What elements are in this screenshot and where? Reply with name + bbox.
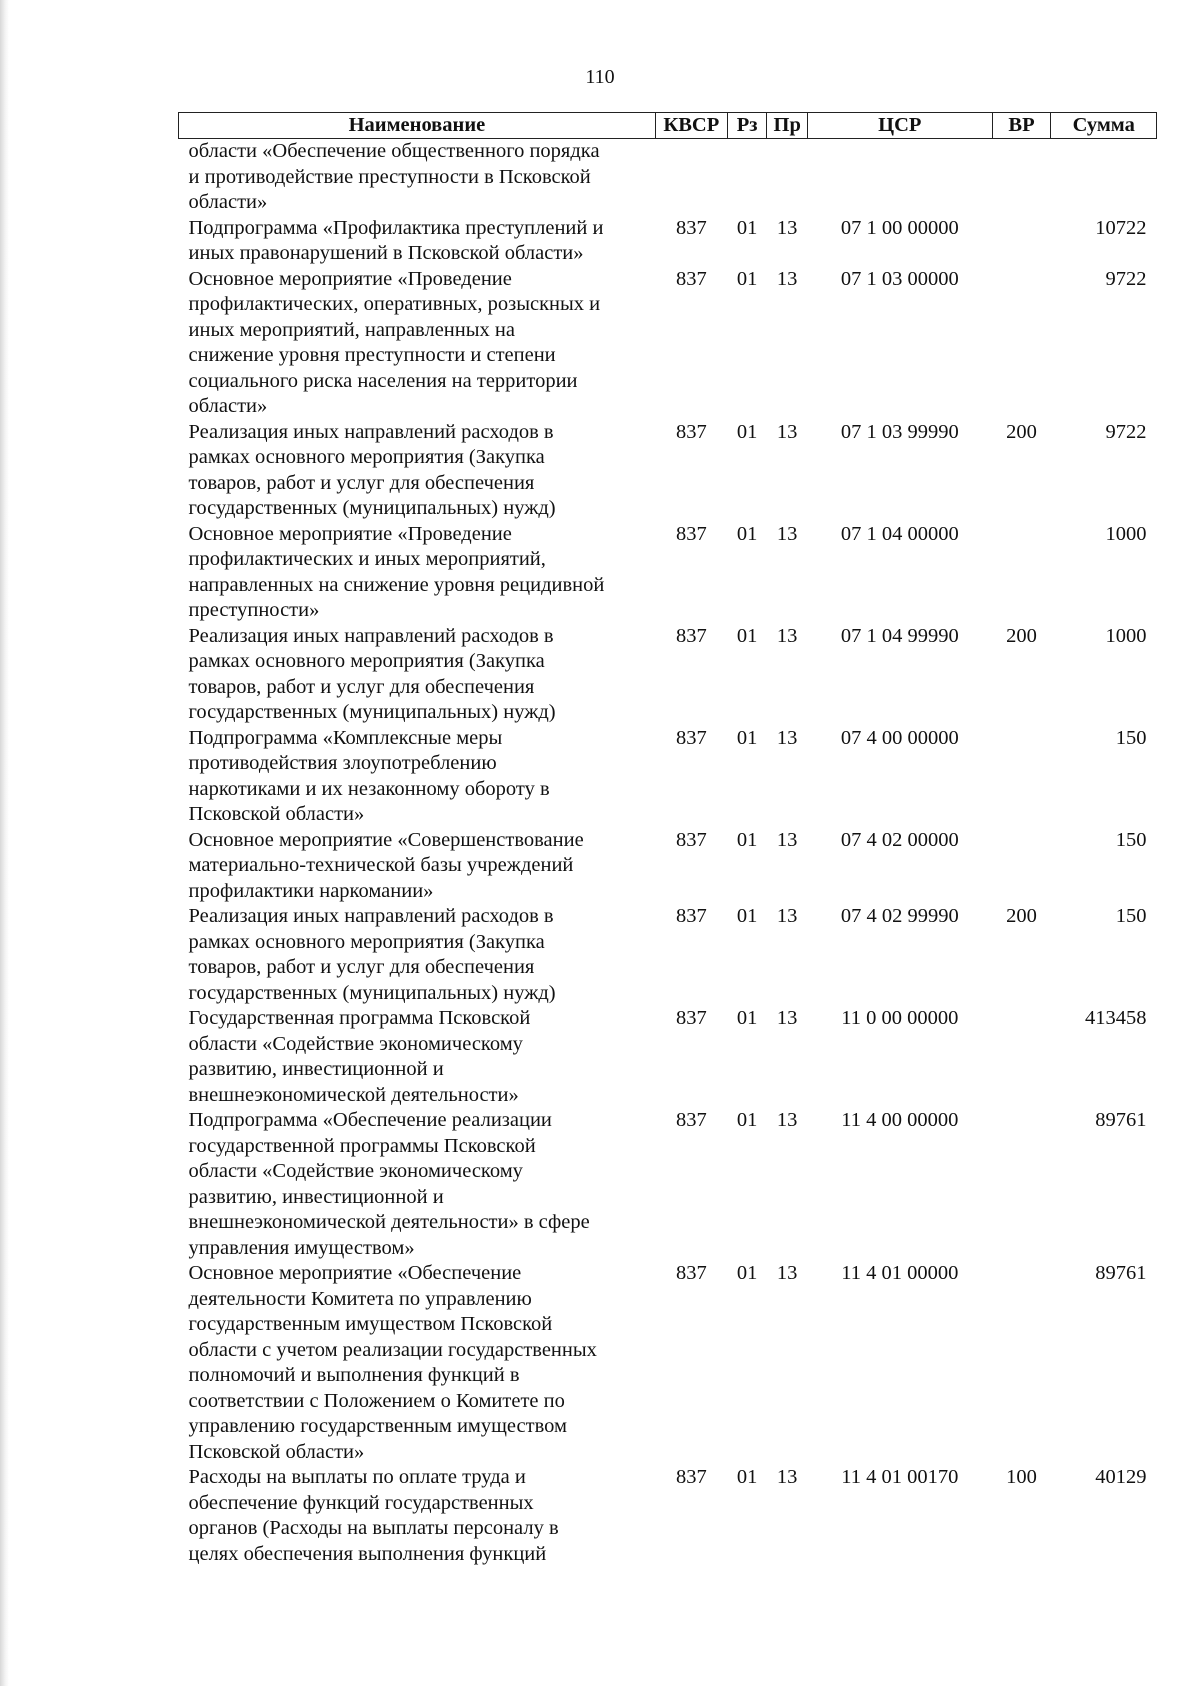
row-kvsr: 837 bbox=[675, 1109, 707, 1131]
row-sum: 9722 bbox=[1105, 267, 1147, 290]
row-rz: 01 bbox=[736, 420, 758, 443]
row-name-line: полномочий и выполнения функций в bbox=[188, 1364, 520, 1386]
row-name-line: внешнеэкономической деятельности» bbox=[188, 1083, 519, 1106]
row-name-line: противодействия злоупотреблению bbox=[188, 752, 497, 774]
row-name bbox=[179, 1261, 656, 1465]
row-name-line: рамках основного мероприятия (Закупка bbox=[188, 930, 545, 953]
row-name-line: товаров, работ и услуг для обеспечения bbox=[188, 471, 535, 494]
row-csr: 11 4 00 00000 bbox=[841, 1109, 959, 1131]
row-name bbox=[179, 420, 656, 522]
row-name-line: Псковской области» bbox=[188, 803, 365, 825]
row-name-line: и противодействие преступности в Псковской bbox=[188, 165, 591, 188]
header-pr: Пр bbox=[767, 113, 808, 139]
row-name-line: соответствии с Положением о Комитете по bbox=[188, 1389, 565, 1412]
row-name bbox=[179, 267, 656, 420]
row-name-line: профилактических, оперативных, розыскных и bbox=[188, 293, 601, 315]
row-csr: 07 1 03 99990 bbox=[840, 420, 959, 443]
row-csr: 07 1 00 00000 bbox=[840, 216, 959, 239]
row-sum: 150 bbox=[1115, 905, 1147, 927]
table-row bbox=[179, 139, 1157, 216]
row-name-line: области» bbox=[188, 395, 268, 417]
row-rz: 01 bbox=[736, 1466, 758, 1488]
row-name-line: развитию, инвестиционной и bbox=[188, 1185, 444, 1208]
row-csr: 07 4 02 00000 bbox=[840, 828, 959, 851]
row-name-line: обеспечение функций государственных bbox=[188, 1491, 534, 1514]
row-sum: 150 bbox=[1115, 828, 1147, 851]
table-row bbox=[179, 904, 1157, 1006]
row-kvsr: 837 bbox=[675, 1007, 707, 1029]
row-vr bbox=[992, 1006, 1051, 1108]
row-vr: 200 bbox=[1006, 420, 1037, 443]
row-name-line: преступности» bbox=[188, 599, 320, 621]
row-name-line: области «Содействие экономическому bbox=[188, 1160, 523, 1182]
row-name-line: материально-технической базы учреждений bbox=[188, 854, 574, 876]
row-rz bbox=[727, 139, 767, 216]
row-name bbox=[179, 624, 656, 726]
row-pr: 13 bbox=[776, 216, 798, 239]
row-pr: 13 bbox=[776, 1007, 798, 1029]
row-name-line: профилактики наркомании» bbox=[188, 879, 434, 902]
row-vr: 200 bbox=[1006, 905, 1037, 927]
row-pr: 13 bbox=[776, 1109, 798, 1131]
row-vr bbox=[992, 828, 1051, 905]
row-rz: 01 bbox=[736, 828, 758, 851]
row-pr: 13 bbox=[776, 522, 798, 545]
row-name-line: товаров, работ и услуг для обеспечения bbox=[188, 956, 535, 978]
row-kvsr: 837 bbox=[675, 522, 707, 545]
row-kvsr: 837 bbox=[675, 216, 707, 239]
row-name-line: Основное мероприятие «Проведение bbox=[188, 267, 512, 290]
row-name-line: Основное мероприятие «Обеспечение bbox=[188, 1262, 522, 1284]
row-name bbox=[179, 1108, 656, 1261]
row-sum bbox=[1051, 139, 1157, 216]
row-name-line: Подпрограмма «Профилактика преступлений и bbox=[188, 216, 604, 239]
row-name-line: товаров, работ и услуг для обеспечения bbox=[188, 675, 535, 698]
row-name-line: государственных (муниципальных) нужд) bbox=[188, 497, 556, 519]
row-csr: 11 4 01 00170 bbox=[841, 1466, 959, 1488]
row-rz: 01 bbox=[736, 1262, 758, 1284]
row-kvsr: 837 bbox=[675, 1262, 707, 1284]
row-name-line: наркотиками и их незаконному обороту в bbox=[188, 777, 550, 800]
row-kvsr: 837 bbox=[675, 828, 707, 851]
row-rz: 01 bbox=[736, 267, 758, 290]
row-name-line: области «Содействие экономическому bbox=[188, 1032, 523, 1055]
row-name-line: деятельности Комитета по управлению bbox=[188, 1287, 532, 1310]
row-name bbox=[179, 1006, 656, 1108]
row-sum: 413458 bbox=[1085, 1007, 1147, 1029]
row-name-line: Подпрограмма «Обеспечение реализации bbox=[188, 1109, 552, 1131]
header-sum: Сумма bbox=[1051, 113, 1157, 139]
row-name-line: управлению государственным имуществом bbox=[188, 1415, 567, 1437]
row-name-line: Основное мероприятие «Совершенствование bbox=[188, 828, 584, 851]
table-row bbox=[179, 726, 1157, 828]
row-name-line: Псковской области» bbox=[188, 1440, 365, 1463]
table-row bbox=[179, 828, 1157, 905]
row-name-line: Реализация иных направлений расходов в bbox=[188, 624, 554, 647]
row-vr bbox=[992, 726, 1051, 828]
row-pr: 13 bbox=[776, 624, 798, 647]
row-name-line: Подпрограмма «Комплексные меры bbox=[188, 726, 503, 749]
page-number: 110 bbox=[585, 66, 615, 88]
row-name-line: целях обеспечения выполнения функций bbox=[188, 1542, 547, 1565]
row-name bbox=[179, 139, 656, 216]
row-name bbox=[179, 522, 656, 624]
row-csr: 07 1 03 00000 bbox=[840, 267, 959, 290]
row-name-line: Расходы на выплаты по оплате труда и bbox=[188, 1466, 526, 1488]
row-name-line: Государственная программа Псковской bbox=[188, 1007, 531, 1029]
row-name-line: внешнеэкономической деятельности» в сфере bbox=[188, 1211, 590, 1233]
row-name-line: области» bbox=[188, 191, 268, 213]
row-vr bbox=[992, 1108, 1051, 1261]
row-vr bbox=[992, 522, 1051, 624]
row-vr bbox=[992, 216, 1051, 267]
row-name-line: снижение уровня преступности и степени bbox=[188, 344, 556, 366]
header-csr: ЦСР bbox=[807, 113, 992, 139]
table-row bbox=[179, 420, 1157, 522]
row-sum: 9722 bbox=[1105, 420, 1147, 443]
header-name: Наименование bbox=[179, 113, 656, 139]
row-csr: 11 4 01 00000 bbox=[841, 1262, 959, 1284]
row-name-line: рамках основного мероприятия (Закупка bbox=[188, 650, 545, 672]
row-name-line: государственных (муниципальных) нужд) bbox=[188, 981, 556, 1004]
row-kvsr: 837 bbox=[675, 624, 707, 647]
row-name-line: области с учетом реализации государственных bbox=[188, 1338, 597, 1361]
row-pr: 13 bbox=[776, 828, 798, 851]
row-name-line: области «Обеспечение общественного порядка bbox=[188, 140, 600, 162]
row-rz: 01 bbox=[736, 726, 758, 749]
row-sum: 1000 bbox=[1105, 522, 1147, 545]
row-pr bbox=[767, 139, 808, 216]
row-kvsr: 837 bbox=[675, 905, 707, 927]
row-rz: 01 bbox=[736, 905, 758, 927]
budget-table bbox=[178, 112, 1157, 1567]
row-sum: 89761 bbox=[1095, 1109, 1147, 1131]
row-sum: 10722 bbox=[1095, 216, 1147, 239]
table-row bbox=[179, 624, 1157, 726]
row-name-line: управления имуществом» bbox=[188, 1236, 415, 1259]
row-sum: 40129 bbox=[1095, 1466, 1147, 1488]
row-rz: 01 bbox=[736, 624, 758, 647]
row-kvsr: 837 bbox=[675, 267, 707, 290]
row-csr: 07 4 00 00000 bbox=[840, 726, 959, 749]
header-rz: Рз bbox=[727, 113, 767, 139]
row-csr: 07 1 04 00000 bbox=[840, 522, 959, 545]
row-name bbox=[179, 904, 656, 1006]
row-name bbox=[179, 726, 656, 828]
table-row bbox=[179, 1108, 1157, 1261]
row-csr: 11 0 00 00000 bbox=[841, 1007, 959, 1029]
row-sum: 150 bbox=[1115, 726, 1147, 749]
row-name-line: органов (Расходы на выплаты персоналу в bbox=[188, 1517, 559, 1539]
row-csr: 07 1 04 99990 bbox=[840, 624, 959, 647]
table-row bbox=[179, 522, 1157, 624]
header-vr: ВР bbox=[992, 113, 1051, 139]
row-name-line: Реализация иных направлений расходов в bbox=[188, 905, 554, 927]
header-kvsr: КВСР bbox=[655, 113, 727, 139]
row-vr: 100 bbox=[1006, 1466, 1037, 1488]
row-sum: 1000 bbox=[1105, 624, 1147, 647]
row-vr bbox=[992, 267, 1051, 420]
row-name-line: Основное мероприятие «Проведение bbox=[188, 522, 512, 545]
row-kvsr: 837 bbox=[675, 420, 707, 443]
row-kvsr: 837 bbox=[675, 726, 707, 749]
row-rz: 01 bbox=[736, 1109, 758, 1131]
row-name-line: государственным имуществом Псковской bbox=[188, 1313, 553, 1335]
row-name-line: направленных на снижение уровня рецидивной bbox=[188, 573, 605, 596]
row-name-line: развитию, инвестиционной и bbox=[188, 1058, 444, 1080]
row-pr: 13 bbox=[776, 726, 798, 749]
table-row bbox=[179, 267, 1157, 420]
row-pr: 13 bbox=[776, 905, 798, 927]
row-name-line: иных правонарушений в Псковской области» bbox=[188, 242, 584, 264]
row-pr: 13 bbox=[776, 1466, 798, 1488]
row-name-line: рамках основного мероприятия (Закупка bbox=[188, 446, 545, 468]
row-rz: 01 bbox=[736, 1007, 758, 1029]
row-sum: 89761 bbox=[1095, 1262, 1147, 1284]
row-name-line: государственных (муниципальных) нужд) bbox=[188, 701, 556, 723]
scan-edge bbox=[0, 0, 9, 1686]
table-row bbox=[179, 1465, 1157, 1567]
table-body bbox=[179, 139, 1157, 1568]
row-csr: 07 4 02 99990 bbox=[840, 905, 959, 927]
table-row bbox=[179, 1261, 1157, 1465]
row-csr bbox=[807, 139, 992, 216]
row-vr bbox=[992, 1261, 1051, 1465]
row-name-line: государственной программы Псковской bbox=[188, 1134, 536, 1157]
row-name-line: профилактических и иных мероприятий, bbox=[188, 548, 546, 570]
table-row bbox=[179, 1006, 1157, 1108]
row-vr bbox=[992, 139, 1051, 216]
row-name bbox=[179, 1465, 656, 1567]
table-row bbox=[179, 216, 1157, 267]
row-name bbox=[179, 828, 656, 905]
row-name bbox=[179, 216, 656, 267]
row-kvsr: 837 bbox=[675, 1466, 707, 1488]
row-vr: 200 bbox=[1006, 624, 1037, 647]
row-rz: 01 bbox=[736, 216, 758, 239]
row-kvsr bbox=[655, 139, 727, 216]
row-name-line: Реализация иных направлений расходов в bbox=[188, 420, 554, 443]
row-name-line: социального риска населения на территории bbox=[188, 369, 578, 392]
table-header bbox=[179, 113, 1157, 139]
row-pr: 13 bbox=[776, 1262, 798, 1284]
row-pr: 13 bbox=[776, 267, 798, 290]
row-name-line: иных мероприятий, направленных на bbox=[188, 318, 515, 341]
row-rz: 01 bbox=[736, 522, 758, 545]
row-pr: 13 bbox=[776, 420, 798, 443]
